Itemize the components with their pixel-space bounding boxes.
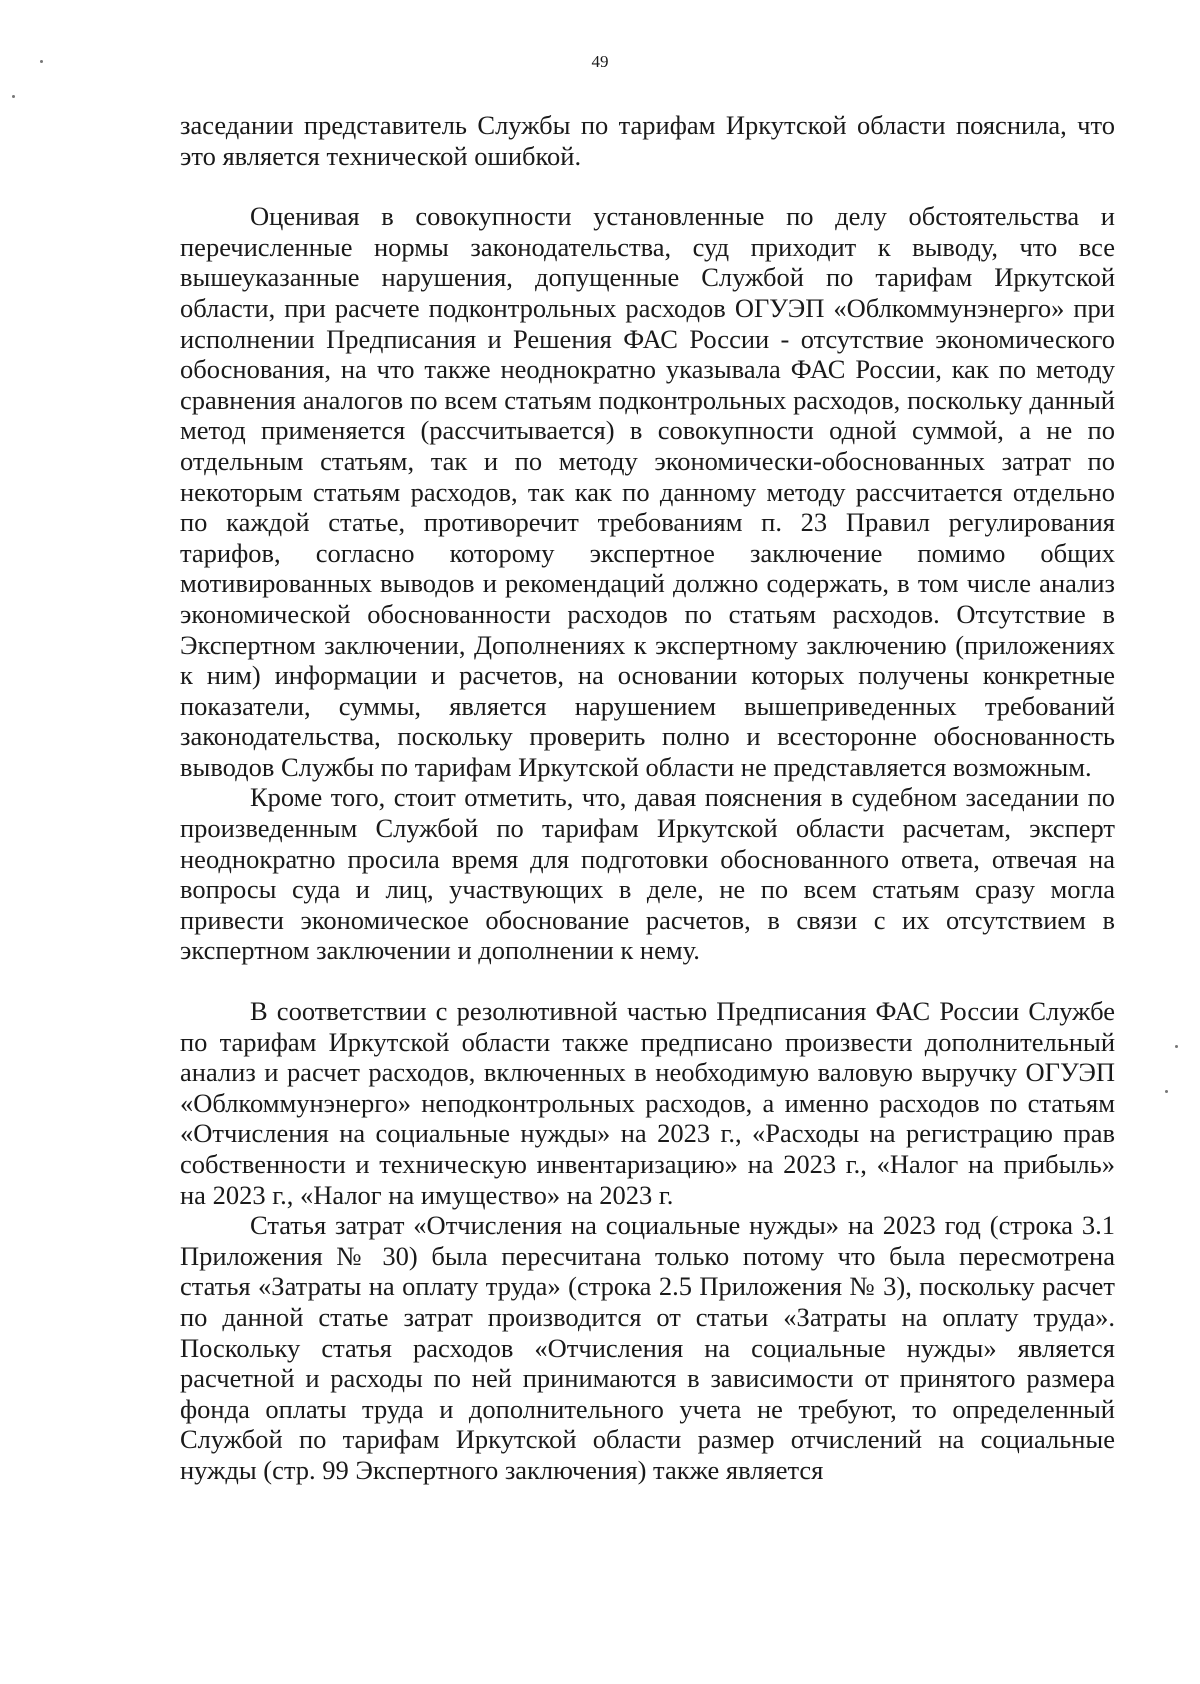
- scan-artifact: [12, 95, 15, 98]
- paragraph-fas-prescription: В соответствии с резолютивной частью Предписания ФАС России Службе по тарифам Иркутской области также предписано произвести дополнительный анализ и расчет расходов, включенных в необходимую валовую выручку ОГУЭП «Облкоммунэнерго» неподконтрольных расходов, а именно расходов по статьям «Отчисления на социальные нужды» на 2023 г., «Расходы на регистрацию прав собственности и техническую инвентаризацию» на 2023 г., «Налог на прибыль» на 2023 г., «Налог на имущество» на 2023 г.: [180, 996, 1115, 1210]
- scan-artifact: [1175, 1045, 1178, 1048]
- scan-artifact: [1165, 1090, 1168, 1093]
- paragraph-expert-note: Кроме того, стоит отметить, что, давая пояснения в судебном заседании по произведенным Службой по тарифам Иркутской области расчетам, эксперт неоднократно просила время для подготовки обоснованного ответа, отвечая на вопросы суда и лиц, участвующих в деле, не по всем статьям сразу могла привести экономическое обоснование расчетов, в связи с их отсутствием в экспертном заключении и дополнении к нему.: [180, 782, 1115, 966]
- scan-artifact: [40, 60, 43, 63]
- paragraph-assessment: Оценивая в совокупности установленные по делу обстоятельства и перечисленные нормы законодательства, суд приходит к выводу, что все вышеуказанные нарушения, допущенные Службой по тарифам Иркутской области, при расчете подконтрольных расходов ОГУЭП «Облкоммунэнерго» при исполнении Предписания и Решения ФАС России - отсутствие экономического обоснования, на что также неоднократно указывала ФАС России, как по методу сравнения аналогов по всем статьям подконтрольных расходов, поскольку данный метод применяется (рассчитывается) в совокупности одной суммой, а не по отдельным статьям, так и по методу экономически-обоснованных затрат по некоторым статьям расходов, так как по данному методу рассчитается отдельно по каждой статье, противоречит требованиям п. 23 Правил регулирования тарифов, согласно которому экспертное заключение помимо общих мотивированных выводов и рекомендаций должно содержать, в том числе анализ экономической обоснованности расходов по статьям расходов. Отсутствие в Экспертном заключении, Дополнениях к экспертному заключению (приложениях к ним) информации и расчетов, на основании которых получены конкретные показатели, суммы, является нарушением вышеприведенных требований законодательства, поскольку проверить полно и всесторонне обоснованность выводов Службы по тарифам Иркутской области не представляется возможным.: [180, 201, 1115, 782]
- document-body: [180, 110, 1115, 1486]
- paragraph-continuation: заседании представитель Службы по тарифам Иркутской области пояснила, что это является технической ошибкой.: [180, 110, 1115, 171]
- paragraph-social-contributions: Статья затрат «Отчисления на социальные нужды» на 2023 год (строка 3.1 Приложения № 30) была пересчитана только потому что была пересмотрена статья «Затраты на оплату труда» (строка 2.5 Приложения № 3), поскольку расчет по данной статье затрат производится от статьи «Затраты на оплату труда». Поскольку статья расходов «Отчисления на социальные нужды» является расчетной и расходы по ней принимаются в зависимости от принятого размера фонда оплаты труда и дополнительного учета не требуют, то определенный Службой по тарифам Иркутской области размер отчислений на социальные нужды (стр. 99 Экспертного заключения) также является: [180, 1210, 1115, 1485]
- page-number: 49: [591, 52, 609, 71]
